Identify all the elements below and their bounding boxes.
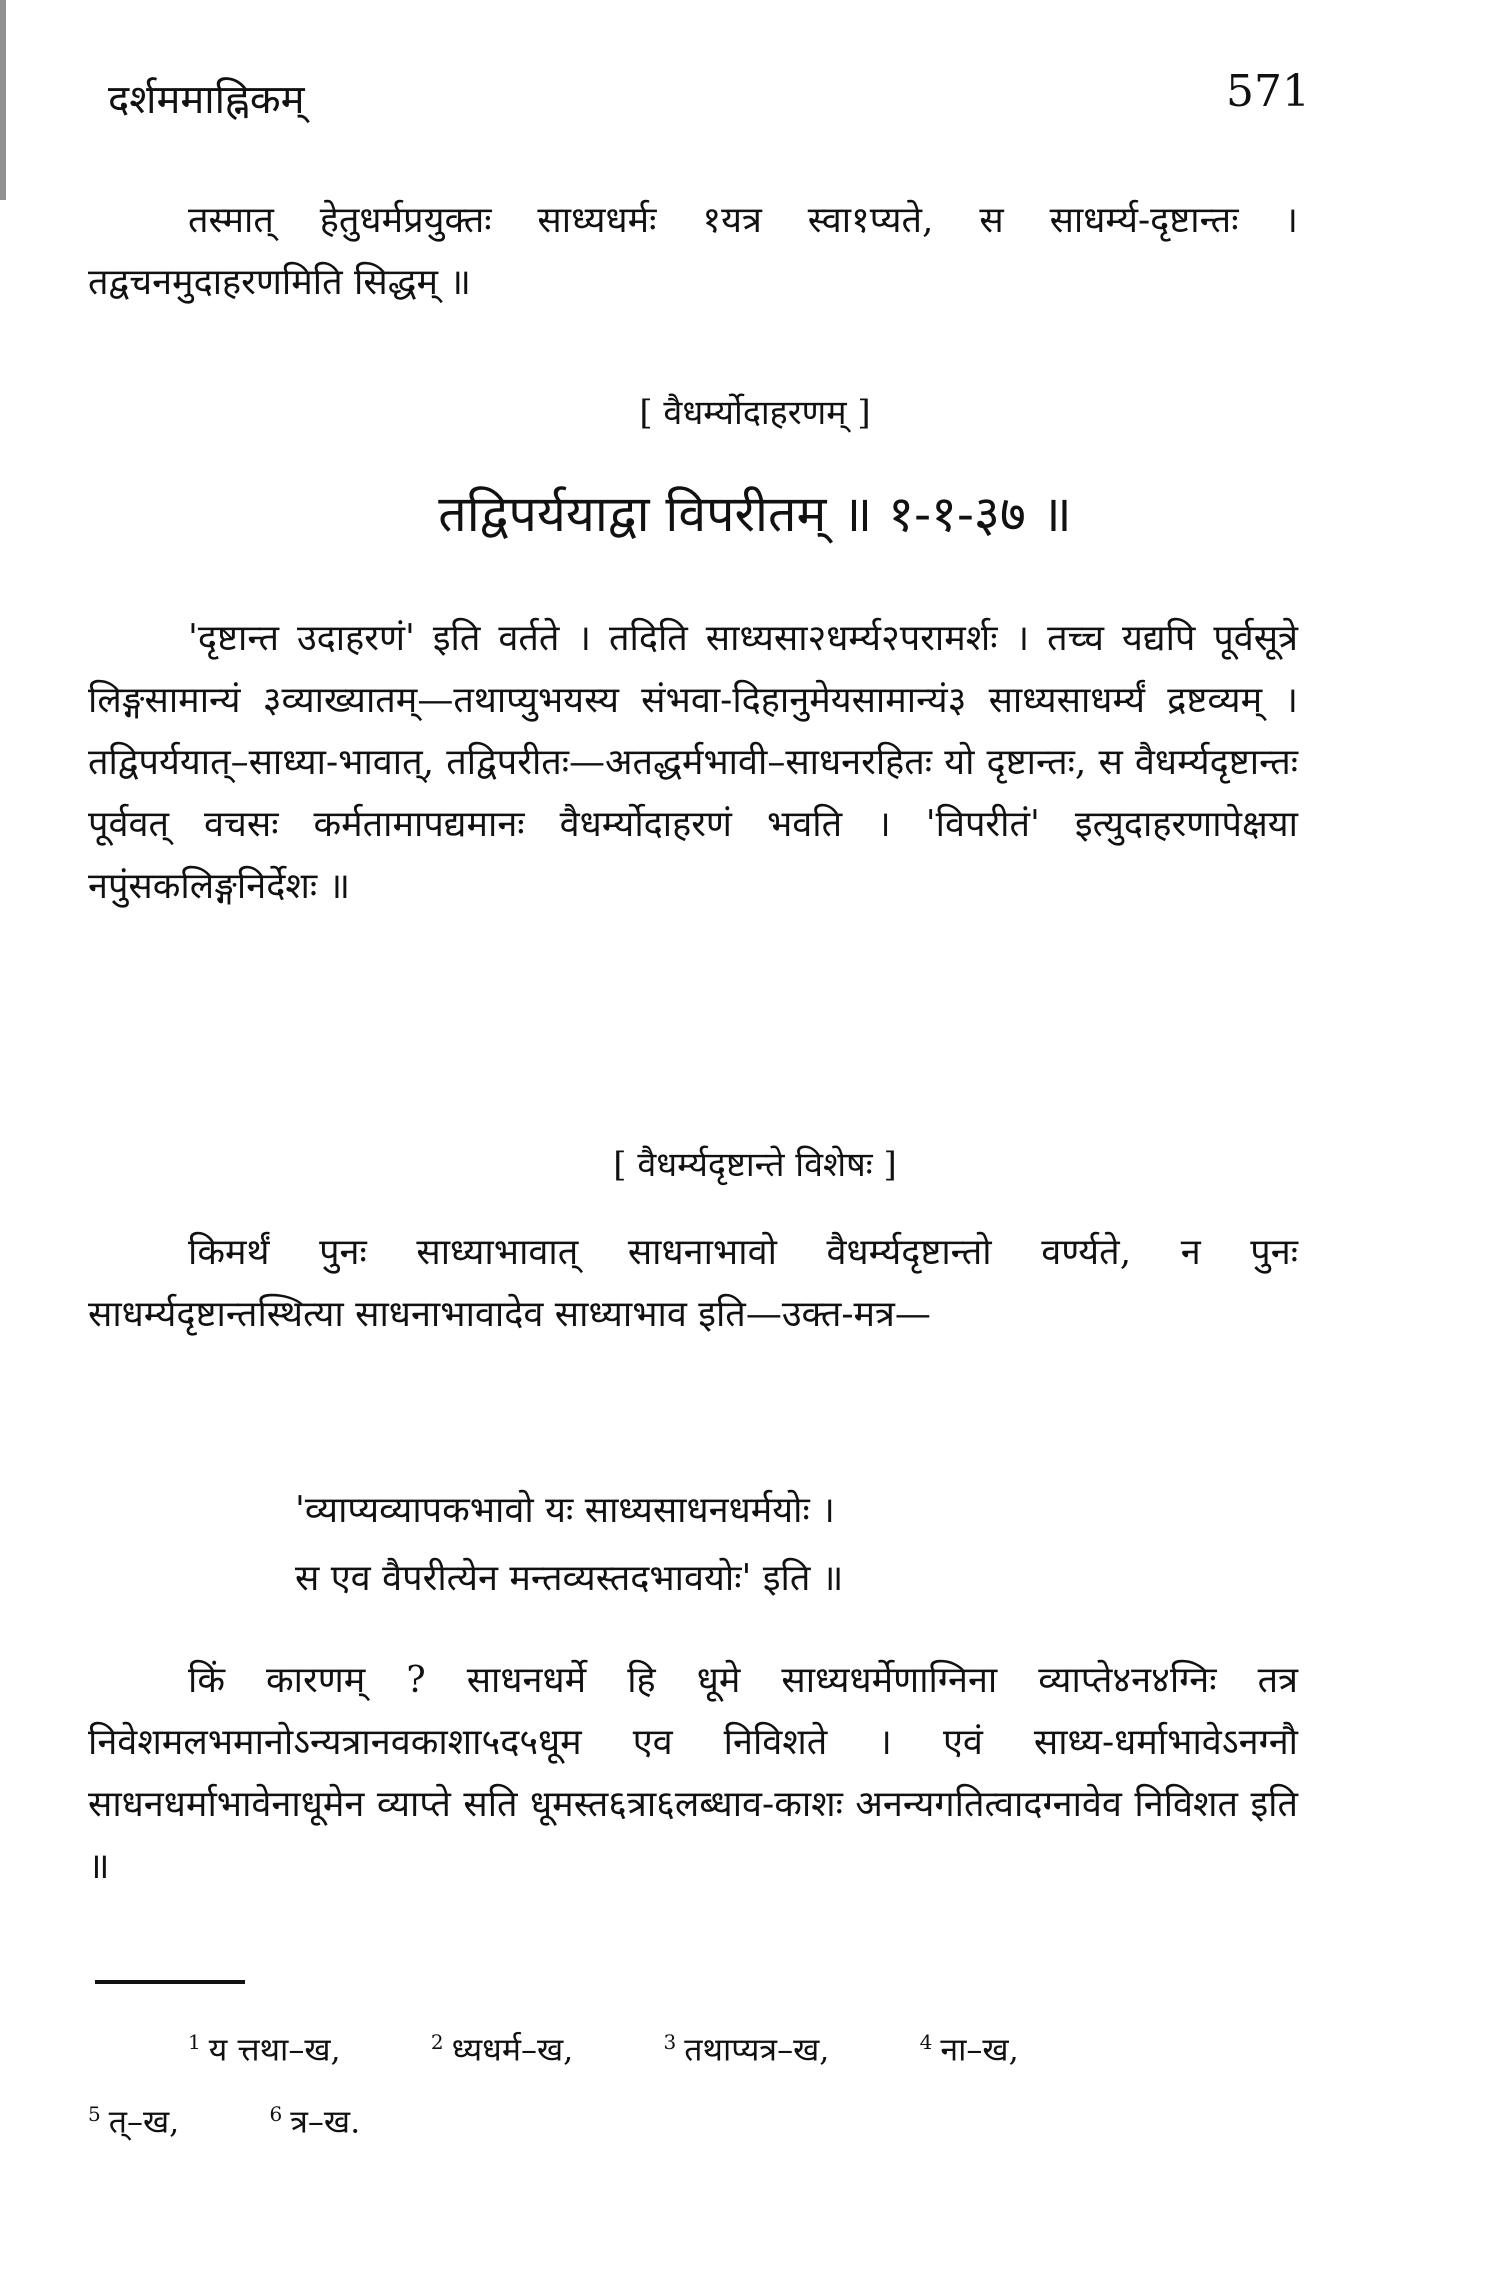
footnote-rule [95, 1980, 245, 1984]
footnote-2: $^2$ ध्यधर्म–ख, [430, 2030, 574, 2069]
page-number: 571 [1226, 66, 1310, 117]
verse-line-2: स एव वैपरीत्येन मन्तव्यस्तदभावयोः' इति ॥ [295, 1558, 844, 1599]
paragraph-1: तस्मात् हेतुधर्मप्रयुक्तः साध्यधर्मः १यत्र स्वा१प्यते, स साधर्म्य-दृष्टान्तः । तद्वचनमुदाहरणमिति सिद्धम् ॥ [88, 200, 1298, 303]
section-heading-2: [ वैधर्म्यदृष्टान्ते विशेषः ] [613, 1145, 897, 1185]
footnote-1: $^1$ य त्तथा–ख, [188, 2030, 341, 2069]
footnotes [88, 2010, 1298, 2153]
footnote-5: $^5$ त्–ख, [88, 2101, 180, 2141]
paragraph-3: किमर्थं पुनः साध्याभावात् साधनाभावो वैधर्म्यदृष्टान्तो वर्ण्यते, न पुनः साधर्म्यदृष्टान्तस्थित्या साधनाभावादेव साध्याभाव इति—उक्त-मत्र— [88, 1232, 1298, 1335]
footnote-3: $^3$ तथाप्यत्र–ख, [663, 2030, 830, 2069]
running-title: दर्शममाह्निकम् [108, 77, 305, 123]
verse-line-1: 'व्याप्यव्यापकभावो यः साध्यसाधनधर्मयोः । [295, 1490, 835, 1531]
footnote-6: $^6$ त्र–ख. [269, 2101, 361, 2141]
sutra-line: तद्विपर्ययाद्वा विपरीतम् ॥ १-१-३७ ॥ [438, 485, 1072, 543]
paragraph-4: किं कारणम् ? साधनधर्मे हि धूमे साध्यधर्मेणाग्निना व्याप्ते४न४ग्निः तत्र निवेशमलभमानोऽन्यत्रानवकाशा५द५धूम एव निविशते । एवं साध्य-धर्माभावेऽनग्नौ साधनधर्माभावेनाधूमेन व्याप्ते सति धूमस्त६त्रा६लब्धाव-काशः अनन्यगतित्वादग्नावेव निविशत इति ॥ [88, 1660, 1298, 1887]
paragraph-2: 'दृष्टान्त उदाहरणं' इति वर्तते । तदिति साध्यसा२धर्म्य२परामर्शः । तच्च यद्यपि पूर्वसूत्रे लिङ्गसामान्यं ३व्याख्यातम्—तथाप्युभयस्य संभवा-दिहानुमेयसामान्यं३ साध्यसाधर्म्यं द्रष्टव्यम् । तद्विपर्ययात्–साध्या-भावात्, तद्विपरीतः—अतद्धर्मभावी–साधनरहितः यो दृष्टान्तः, स वैधर्म्यदृष्टान्तः पूर्ववत् वचसः कर्मतामापद्यमानः वैधर्म्योदाहरणं भवति । 'विपरीतं' इत्युदाहरणापेक्षया नपुंसकलिङ्गनिर्देशः ॥ [88, 618, 1298, 907]
scan-edge-mark [0, 0, 6, 200]
footnote-4: $^4$ ना–ख, [919, 2030, 1019, 2069]
section-heading-1: [ वैधर्म्योदाहरणम् ] [639, 393, 871, 433]
